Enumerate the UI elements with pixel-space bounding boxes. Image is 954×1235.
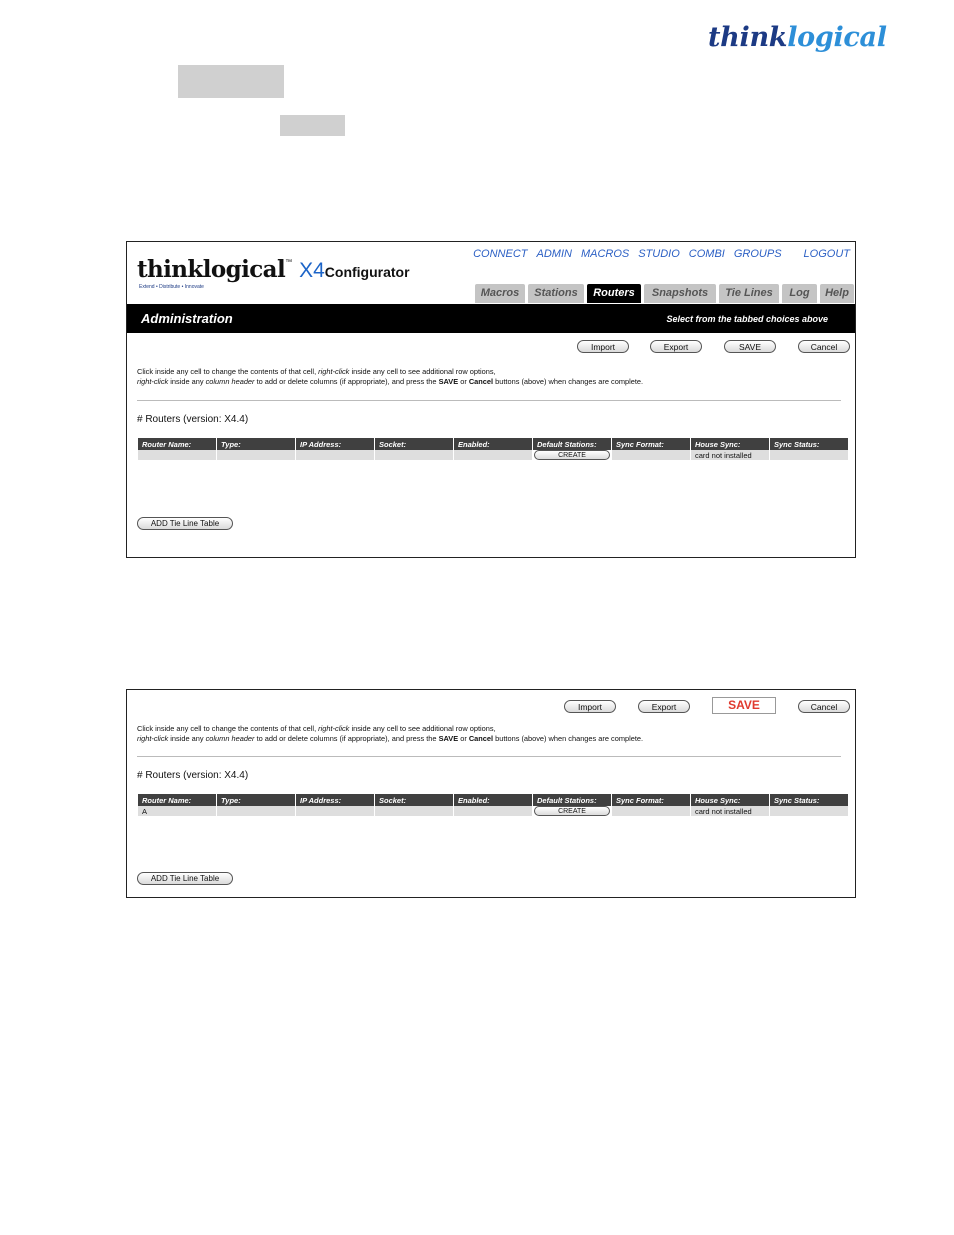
cell-router-name[interactable] (138, 450, 216, 460)
cancel-button[interactable]: Cancel (798, 700, 850, 713)
column-header-ip-address[interactable]: IP Address: (296, 438, 374, 450)
thinklogical-page-logo: thinklogical (708, 22, 887, 53)
cell-sync-format[interactable] (612, 806, 690, 816)
cell-type[interactable] (217, 450, 295, 460)
app-logo: thinklogical™ X4Configurator Extend • Distribute • Innovate (137, 256, 410, 290)
tab-routers[interactable]: Routers (587, 284, 641, 303)
column-header-sync-status[interactable]: Sync Status: (770, 794, 848, 806)
column-header-house-sync[interactable]: House Sync: (691, 438, 769, 450)
nav-logout[interactable]: LOGOUT (803, 248, 850, 260)
tab-stations[interactable]: Stations (528, 284, 584, 303)
column-header-enabled[interactable]: Enabled: (454, 794, 532, 806)
routers-title: # Routers (version: X4.4) (137, 770, 249, 781)
save-button[interactable]: SAVE (724, 340, 776, 353)
tab-snapshots[interactable]: Snapshots (644, 284, 716, 303)
routers-title: # Routers (version: X4.4) (137, 414, 249, 425)
tab-tie-lines[interactable]: Tie Lines (719, 284, 779, 303)
configurator-window-screenshot-1 (126, 241, 856, 558)
cancel-button[interactable]: Cancel (798, 340, 850, 353)
cell-default-stations (533, 450, 611, 460)
import-button[interactable]: Import (577, 340, 629, 353)
administration-bar (127, 304, 855, 333)
export-button[interactable]: Export (638, 700, 690, 713)
cell-enabled[interactable] (454, 806, 532, 816)
divider (137, 400, 841, 401)
nav-combi[interactable]: COMBI (688, 248, 725, 260)
column-header-router-name[interactable]: Router Name: (138, 794, 216, 806)
admin-hint: Select from the tabbed choices above (666, 313, 828, 324)
column-header-socket[interactable]: Socket: (375, 794, 453, 806)
column-header-enabled[interactable]: Enabled: (454, 438, 532, 450)
column-header-default-stations[interactable]: Default Stations: (533, 794, 611, 806)
app-tagline: Extend • Distribute • Innovate (139, 284, 204, 290)
instructions-text: Click inside any cell to change the contents of that cell, right-click inside any cell to see additional row options, right-click inside any column header to add or delete columns (if appropriate), and press the SAVE or Cancel buttons (above) when changes are complete. (137, 367, 644, 386)
cell-sync-status[interactable] (770, 450, 848, 460)
nav-studio[interactable]: STUDIO (638, 248, 680, 260)
cell-default-stations (533, 806, 611, 816)
column-header-sync-status[interactable]: Sync Status: (770, 438, 848, 450)
cell-type[interactable] (217, 806, 295, 816)
redacted-block-2 (280, 115, 345, 136)
cell-house-sync[interactable]: card not installed (691, 806, 769, 816)
column-header-socket[interactable]: Socket: (375, 438, 453, 450)
import-button[interactable]: Import (564, 700, 616, 713)
cell-sync-format[interactable] (612, 450, 690, 460)
tab-macros[interactable]: Macros (475, 284, 525, 303)
top-navigation (464, 248, 850, 260)
tab-log[interactable]: Log (782, 284, 817, 303)
column-header-ip-address[interactable]: IP Address: (296, 794, 374, 806)
cell-ip-address[interactable] (296, 450, 374, 460)
cell-router-name[interactable]: A (138, 806, 216, 816)
column-header-type[interactable]: Type: (217, 794, 295, 806)
export-button[interactable]: Export (650, 340, 702, 353)
tab-bar (472, 284, 854, 303)
create-button[interactable]: CREATE (534, 450, 610, 460)
cell-house-sync[interactable]: card not installed (691, 450, 769, 460)
column-header-house-sync[interactable]: House Sync: (691, 794, 769, 806)
nav-macros[interactable]: MACROS (580, 248, 630, 260)
routers-table (137, 438, 849, 460)
divider (137, 756, 841, 757)
nav-connect[interactable]: CONNECT (473, 248, 528, 260)
table-row (138, 450, 848, 460)
column-header-type[interactable]: Type: (217, 438, 295, 450)
nav-admin[interactable]: ADMIN (536, 248, 572, 260)
save-button-highlighted[interactable]: SAVE (712, 697, 776, 714)
column-header-sync-format[interactable]: Sync Format: (612, 438, 690, 450)
routers-table (137, 794, 849, 816)
table-row (138, 806, 848, 816)
cell-socket[interactable] (375, 450, 453, 460)
cell-sync-status[interactable] (770, 806, 848, 816)
column-header-router-name[interactable]: Router Name: (138, 438, 216, 450)
column-header-sync-format[interactable]: Sync Format: (612, 794, 690, 806)
cell-socket[interactable] (375, 806, 453, 816)
configurator-window-screenshot-2 (126, 689, 856, 898)
column-header-default-stations[interactable]: Default Stations: (533, 438, 611, 450)
admin-title: Administration (141, 311, 233, 326)
create-button[interactable]: CREATE (534, 806, 610, 816)
nav-groups[interactable]: GROUPS (733, 248, 782, 260)
add-tie-line-table-button[interactable]: ADD Tie Line Table (137, 517, 233, 530)
instructions-text: Click inside any cell to change the contents of that cell, right-click inside any cell to see additional row options, right-click inside any column header to add or delete columns (if appropriate), and press the SAVE or Cancel buttons (above) when changes are complete. (137, 724, 644, 743)
add-tie-line-table-button[interactable]: ADD Tie Line Table (137, 872, 233, 885)
cell-enabled[interactable] (454, 450, 532, 460)
redacted-block-1 (178, 65, 284, 98)
tab-help[interactable]: Help (820, 284, 854, 303)
cell-ip-address[interactable] (296, 806, 374, 816)
